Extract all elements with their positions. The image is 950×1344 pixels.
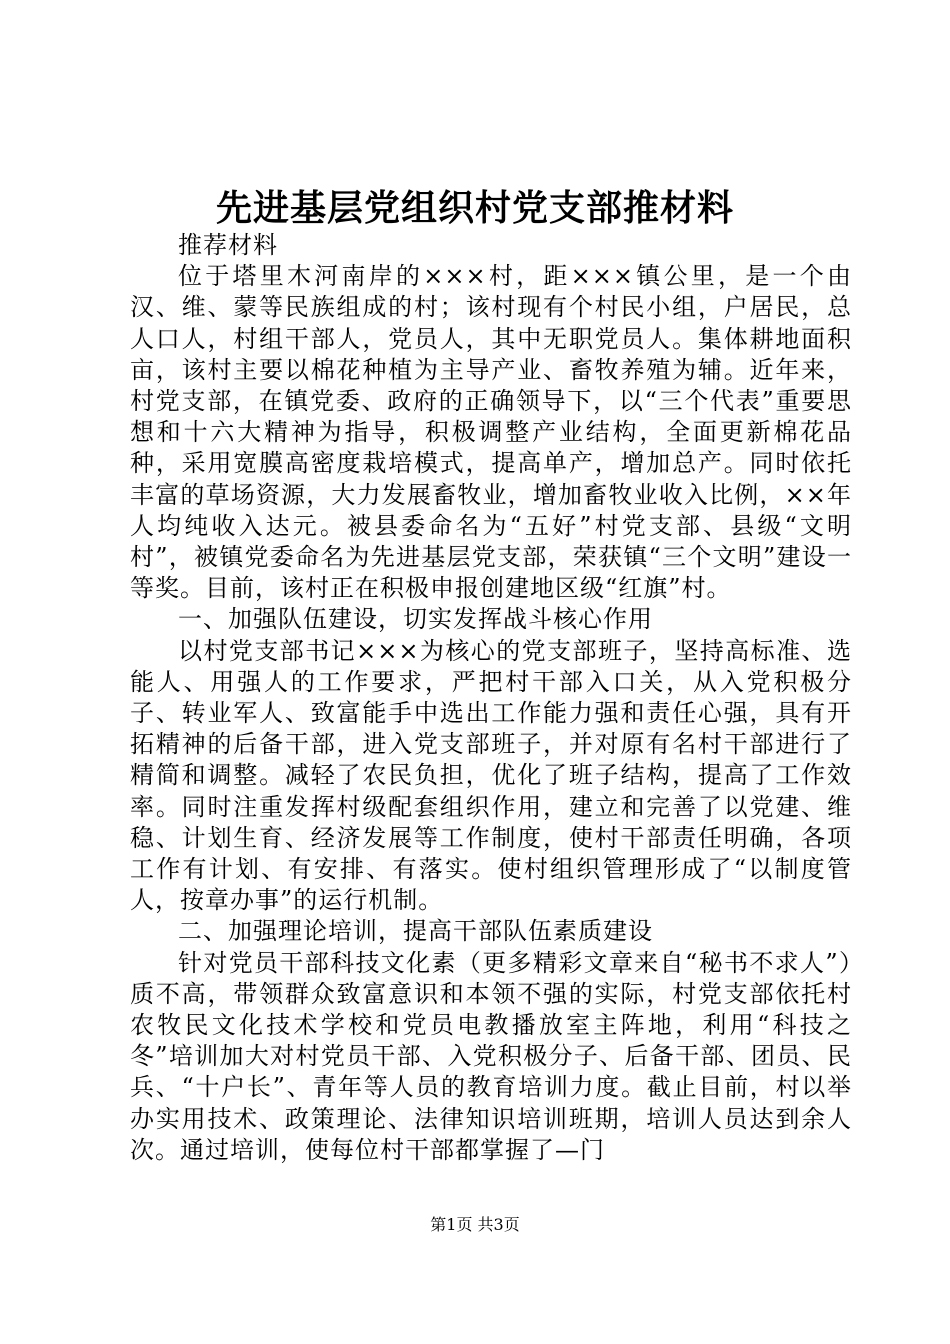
- document-body: [130, 230, 852, 1166]
- section-heading-theory-training: 二、加强理论培训，提高干部队伍素质建设: [178, 917, 653, 946]
- paragraph-theory-training: 针对党员干部科技文化素（更多精彩文章来自“秘书不求人”）质不高，带领群众致富意识和本领不强的实际，村党支部依托村农牧民文化技术学校和党员电教播放室主阵地，利用“科技之冬”培训加大对村党员干部、入党积极分子、后备干部、团员、民兵、“十户长”、青年等人员的教育培训力度。截止目前，村以举办实用技术、政策理论、法律知识培训班期，培训人员达到余人次。通过培训，使每位村干部都掌握了—门: [130, 948, 852, 1164]
- paragraph-team-building: 以村党支部书记×××为核心的党支部班子，坚持高标准、选能人、用强人的工作要求，严把村干部入口关，从入党积极分子、转业军人、致富能手中选出工作能力强和责任心强，具有开拓精神的后备干部，进入党支部班子，并对原有名村干部进行了精简和调整。减轻了农民负担，优化了班子结构，提高了工作效率。同时注重发挥村级配套组织作用，建立和完善了以党建、维稳、计划生育、经济发展等工作制度，使村干部责任明确，各项工作有计划、有安排、有落实。使村组织管理形成了“以制度管人，按章办事”的运行机制。: [130, 636, 852, 915]
- section-heading-team-building: 一、加强队伍建设，切实发挥战斗核心作用: [178, 605, 653, 634]
- document-title: 先进基层党组织村党支部推材料: [215, 187, 734, 229]
- paragraph-village-overview: 位于塔里木河南岸的×××村，距×××镇公里，是一个由汉、维、蒙等民族组成的村；该村现有个村民小组，户居民，总人口人，村组干部人，党员人，其中无职党员人。集体耕地面积亩，该村主要以棉花种植为主导产业、畜牧养殖为辅。近年来，村党支部，在镇党委、政府的正确领导下，以“三个代表”重要思想和十六大精神为指导，积极调整产业结构，全面更新棉花品种，采用宽膜高密度栽培模式，提高单产，增加总产。同时依托丰富的草场资源，大力发展畜牧业，增加畜牧业收入比例，××年人均纯收入达元。被县委命名为“五好”村党支部、县级“文明村”，被镇党委命名为先进基层党支部，荣获镇“三个文明”建设一等奖。目前，该村正在积极申报创建地区级“红旗”村。: [130, 262, 852, 603]
- paragraph-recommendation-label: 推荐材料: [178, 231, 278, 259]
- page-number-footer: 第1页 共3页: [430, 1215, 520, 1234]
